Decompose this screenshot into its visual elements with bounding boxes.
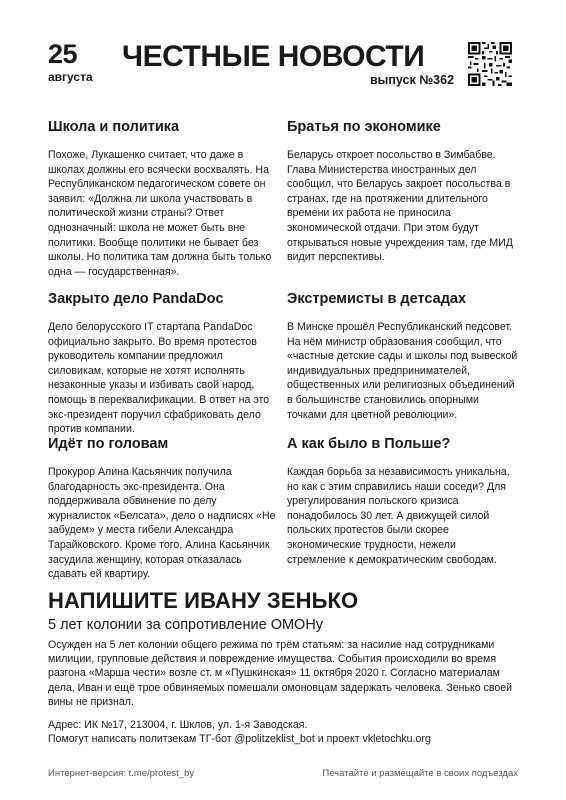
article-text: Похоже, Лукашенко считает, что даже в школах должны его всячески восхвалять. На Республиканском педагогическом совете он заявил: «Должна ли школа участвовать в политической жизни страны? Ответ однозначный: школа не может быть вне политики. Вообще политики не бывает без школы. Но политика там должна быть только одна — государственная». bbox=[48, 149, 272, 278]
article-text: Прокурор Алина Касьянчик получила благодарность экс-президента. Она поддерживала обвинение по делу журналисток «Белсата», дело о надписях «Не забудем» у места гибели Александра Тарайковского. Кроме того, Алина Касьянчик засудила женщину, которая отказалась сдавать ей квартиру. bbox=[48, 466, 276, 581]
footer-web-link: Интернет-версия: t.me/protest_by bbox=[48, 768, 195, 779]
footer-note: Печатайте и размещайте в своих подъездах bbox=[322, 768, 518, 779]
article-poland bbox=[287, 435, 517, 567]
issue-day: 25 bbox=[48, 39, 78, 69]
article-title: А как было в Польше? bbox=[287, 436, 451, 452]
appeal-subtitle: 5 лет колонии за сопротивление ОМОНу bbox=[48, 617, 324, 633]
article-title: Братья по экономике bbox=[287, 119, 441, 135]
newspaper-title: ЧЕСТНЫЕ НОВОСТИ bbox=[122, 40, 425, 73]
article-text: Каждая борьба за независимость уникальна, но как с этим справились наши соседи? Для урегулирования польского кризиса понадобилось 30 лет. А движущей силой польских протестов были скорее экономические трудности, нежели стремление к демократическим свободам. bbox=[287, 466, 510, 566]
article-title: Закрыто дело PandaDoc bbox=[48, 291, 224, 307]
article-brothers bbox=[287, 118, 517, 265]
article-title: Идёт по головам bbox=[48, 436, 169, 452]
article-text: В Минске прошёл Республиканский педсовет. На нём министр образования сообщил, что «частные детские сады и школы под вывеской индивидуальных предпринимателей, общественных или религиозных объединений в большинстве становились опорными точками для цветной революции». bbox=[287, 321, 518, 421]
masthead bbox=[48, 40, 528, 92]
article-pandadoc bbox=[48, 290, 280, 437]
article-heads bbox=[48, 435, 280, 582]
article-title: Экстремисты в детсадах bbox=[287, 291, 467, 307]
article-title: Школа и политика bbox=[48, 119, 180, 135]
help-note: Помогут написать политзекам ТГ-бот @politzeklist_bot и проект vkletochku.org bbox=[48, 733, 431, 746]
issue-number: выпуск №362 bbox=[370, 73, 455, 87]
article-school bbox=[48, 118, 278, 279]
appeal-text: Осужден на 5 лет колонии общего режима по трём статьям: за насилие над сотрудниками милиции, групповые действия и повреждение имущества. События происходили во время разгона «Марша чести» возле ст. м «Пушкинская» 11 октября 2020 г. Согласно материалам дела, Иван и ещё трое обвиняемых помешали омоновцам задержать человека. Зенько своей вины не признал. bbox=[48, 639, 513, 708]
appeal-title: НАПИШИТЕ ИВАНУ ЗЕНЬКО bbox=[48, 588, 359, 613]
issue-month: августа bbox=[48, 70, 93, 84]
appeal-contacts bbox=[48, 718, 518, 746]
article-text: Беларусь откроет посольство в Зимбабве. Глава Министерства иностранных дел сообщил, что Беларусь закроет посольства в странах, где на протяжении длительного времени их работа не приносила экономической отдачи. При этом будут открываться новые учреждения там, где МИД видит перспективы. bbox=[287, 149, 513, 264]
article-text: Дело белорусского IT стартапа PandaDoc официально закрыто. Во время протестов руководитель компании предложил силовикам, которые не хотят исполнять незаконные указы и избивать свой народ, помощь в переквалификации. В ответ на это экс-президент поручил сфабриковать дело против компании. bbox=[48, 321, 270, 436]
qr-code-icon bbox=[468, 42, 512, 86]
article-extremists bbox=[287, 290, 519, 422]
prison-address: Адрес: ИК №17, 213004, г. Шклов, ул. 1-я Заводская. bbox=[48, 719, 308, 731]
